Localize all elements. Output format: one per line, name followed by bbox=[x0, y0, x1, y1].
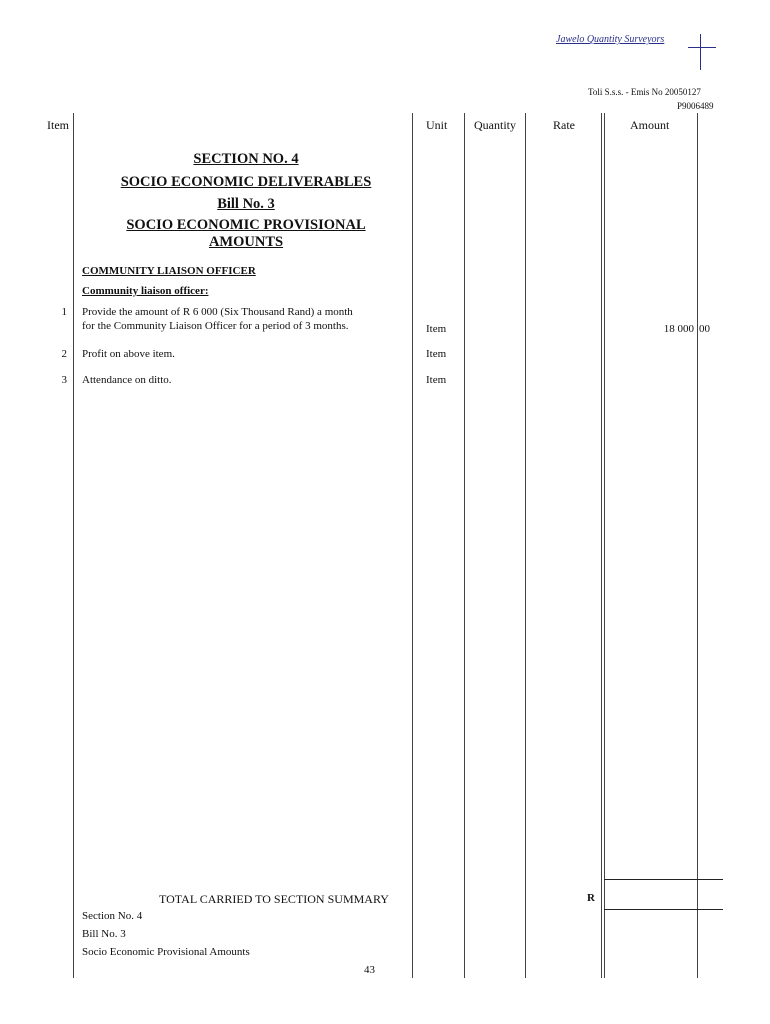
document-reference: Toli S.s.s. - Emis No 20050127 bbox=[588, 87, 701, 97]
currency-symbol: R bbox=[587, 892, 595, 904]
company-logo-text: Jawelo Quantity Surveyors bbox=[556, 34, 665, 45]
column-rule-rate-1 bbox=[601, 113, 602, 978]
column-rule-unit bbox=[464, 113, 465, 978]
footer-bill-name: Socio Economic Provisional Amounts bbox=[82, 946, 250, 958]
provisional-title-line1: SOCIO ECONOMIC PROVISIONAL bbox=[126, 217, 366, 233]
column-header-rate: Rate bbox=[553, 118, 575, 132]
column-header-item: Item bbox=[47, 118, 69, 132]
item-amount-cents: 00 bbox=[699, 323, 710, 335]
column-header-unit: Unit bbox=[426, 118, 448, 132]
item-description-line: Profit on above item. bbox=[82, 348, 175, 360]
document-code: P9006489 bbox=[677, 101, 714, 111]
item-description-line: Attendance on ditto. bbox=[82, 374, 172, 386]
page-number: 43 bbox=[364, 964, 375, 976]
column-rule-quantity bbox=[525, 113, 526, 978]
provisional-title-line2: AMOUNTS bbox=[208, 234, 284, 250]
item-number: 3 bbox=[61, 374, 67, 386]
item-number: 2 bbox=[61, 348, 67, 360]
total-rule-top bbox=[604, 879, 723, 880]
logo-cross-horizontal bbox=[688, 47, 716, 48]
deliverables-title: SOCIO ECONOMIC DELIVERABLES bbox=[120, 174, 372, 190]
footer-section: Section No. 4 bbox=[82, 910, 143, 922]
item-description-line: for the Community Liaison Officer for a period of 3 months. bbox=[82, 320, 349, 332]
column-rule-item bbox=[73, 113, 74, 978]
item-number: 1 bbox=[61, 306, 67, 318]
item-unit: Item bbox=[426, 374, 447, 386]
total-rule-bottom bbox=[604, 909, 723, 910]
column-header-amount: Amount bbox=[630, 118, 670, 132]
column-rule-cents bbox=[697, 113, 698, 978]
liaison-heading: COMMUNITY LIAISON OFFICER bbox=[82, 265, 256, 277]
bill-title: Bill No. 3 bbox=[217, 196, 275, 212]
section-title: SECTION NO. 4 bbox=[193, 151, 299, 167]
item-unit: Item bbox=[426, 323, 447, 335]
column-header-quantity: Quantity bbox=[474, 118, 516, 132]
footer-bill: Bill No. 3 bbox=[82, 928, 126, 940]
item-amount-rands: 18 000 bbox=[663, 323, 694, 335]
total-carried-label: TOTAL CARRIED TO SECTION SUMMARY bbox=[159, 892, 389, 906]
column-rule-rate-2 bbox=[604, 113, 605, 978]
liaison-subheading: Community liaison officer: bbox=[82, 285, 209, 297]
item-description-line: Provide the amount of R 6 000 (Six Thousand Rand) a month bbox=[82, 306, 353, 318]
logo-cross-vertical bbox=[700, 34, 701, 70]
item-unit: Item bbox=[426, 348, 447, 360]
